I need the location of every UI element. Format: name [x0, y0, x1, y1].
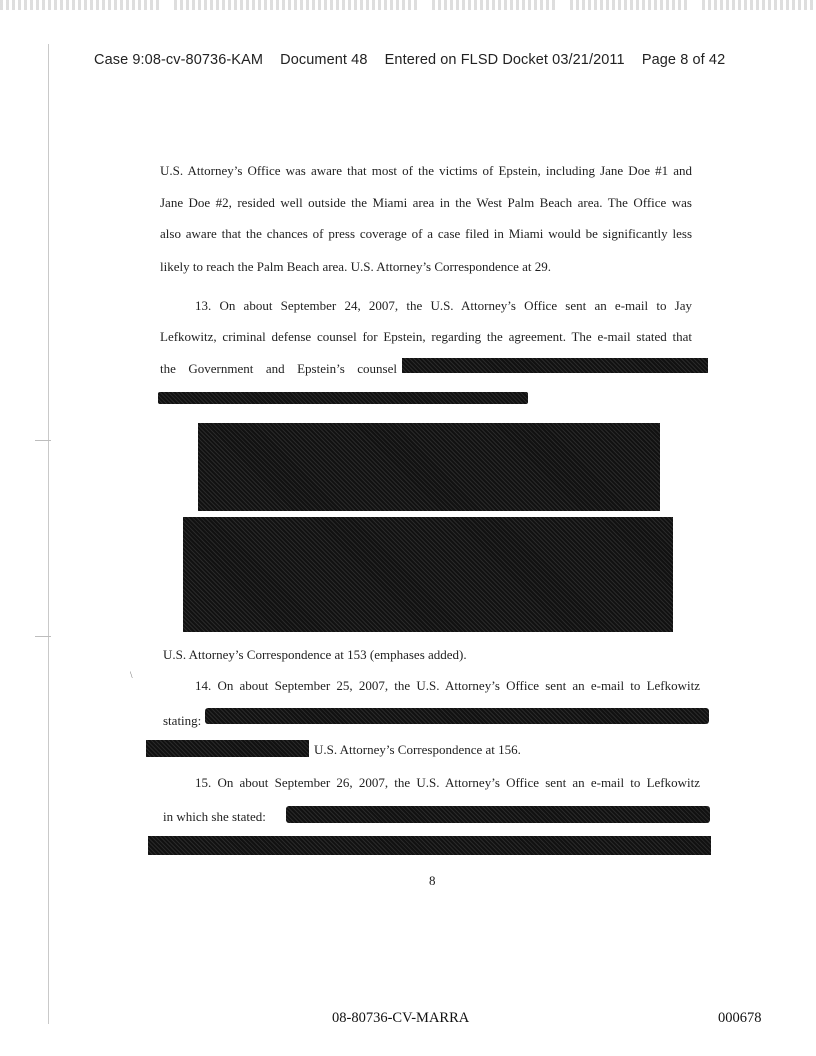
- redaction-block: [198, 423, 660, 511]
- redaction-block: [183, 517, 673, 632]
- paragraph-14: 14. On about September 25, 2007, the U.S. Attorney’s Office sent an e-mail to Lefkowitz: [195, 678, 700, 693]
- citation: U.S. Attorney’s Correspondence at 156.: [314, 742, 521, 757]
- scan-gap: [420, 0, 430, 10]
- redaction-block: [148, 836, 711, 855]
- paragraph-15: 15. On about September 26, 2007, the U.S. Attorney’s Office sent an e-mail to Lefkowitz: [195, 775, 700, 790]
- body-line: U.S. Attorney’s Office was aware that most of the victims of Epstein, including Jane Doe #1 and: [160, 163, 692, 178]
- case-number: Case 9:08-cv-80736-KAM: [94, 52, 264, 68]
- page-number: 8: [429, 873, 436, 888]
- docket-entry: Entered on FLSD Docket 03/21/2011: [384, 52, 625, 68]
- document-number: Document 48: [280, 52, 368, 68]
- redaction-block: [158, 392, 528, 404]
- redaction-block: [205, 708, 709, 724]
- scan-gap: [160, 0, 174, 10]
- citation: U.S. Attorney’s Correspondence at 153 (emphases added).: [163, 647, 467, 662]
- redaction-block: [146, 740, 309, 757]
- footer-case-code: 08-80736-CV-MARRA: [332, 1010, 470, 1026]
- scan-gap: [690, 0, 700, 10]
- body-line: in which she stated:: [163, 809, 266, 824]
- scan-gap: [555, 0, 567, 10]
- footer-bates-number: 000678: [718, 1010, 762, 1026]
- redaction-block: [286, 806, 710, 823]
- margin-tick: [35, 636, 51, 637]
- page-indicator: Page 8 of 42: [641, 52, 726, 68]
- redaction-block: [402, 358, 708, 373]
- margin-rule: [48, 44, 49, 1024]
- body-line: the Government and Epstein’s counsel: [160, 361, 397, 376]
- body-line: Jane Doe #2, resided well outside the Miami area in the West Palm Beach area. The Office was: [160, 195, 692, 210]
- margin-tick: [35, 440, 51, 441]
- body-line: likely to reach the Palm Beach area. U.S. Attorney’s Correspondence at 29.: [160, 259, 551, 274]
- body-line: stating:: [163, 713, 202, 728]
- docket-header: [94, 52, 725, 68]
- body-line: also aware that the chances of press coverage of a case filed in Miami would be significantly less: [160, 226, 692, 241]
- body-line: Lefkowitz, criminal defense counsel for Epstein, regarding the agreement. The e-mail stated that: [160, 329, 692, 344]
- paragraph-13: 13. On about September 24, 2007, the U.S. Attorney’s Office sent an e-mail to Jay: [195, 298, 692, 313]
- stray-mark: \: [130, 670, 133, 680]
